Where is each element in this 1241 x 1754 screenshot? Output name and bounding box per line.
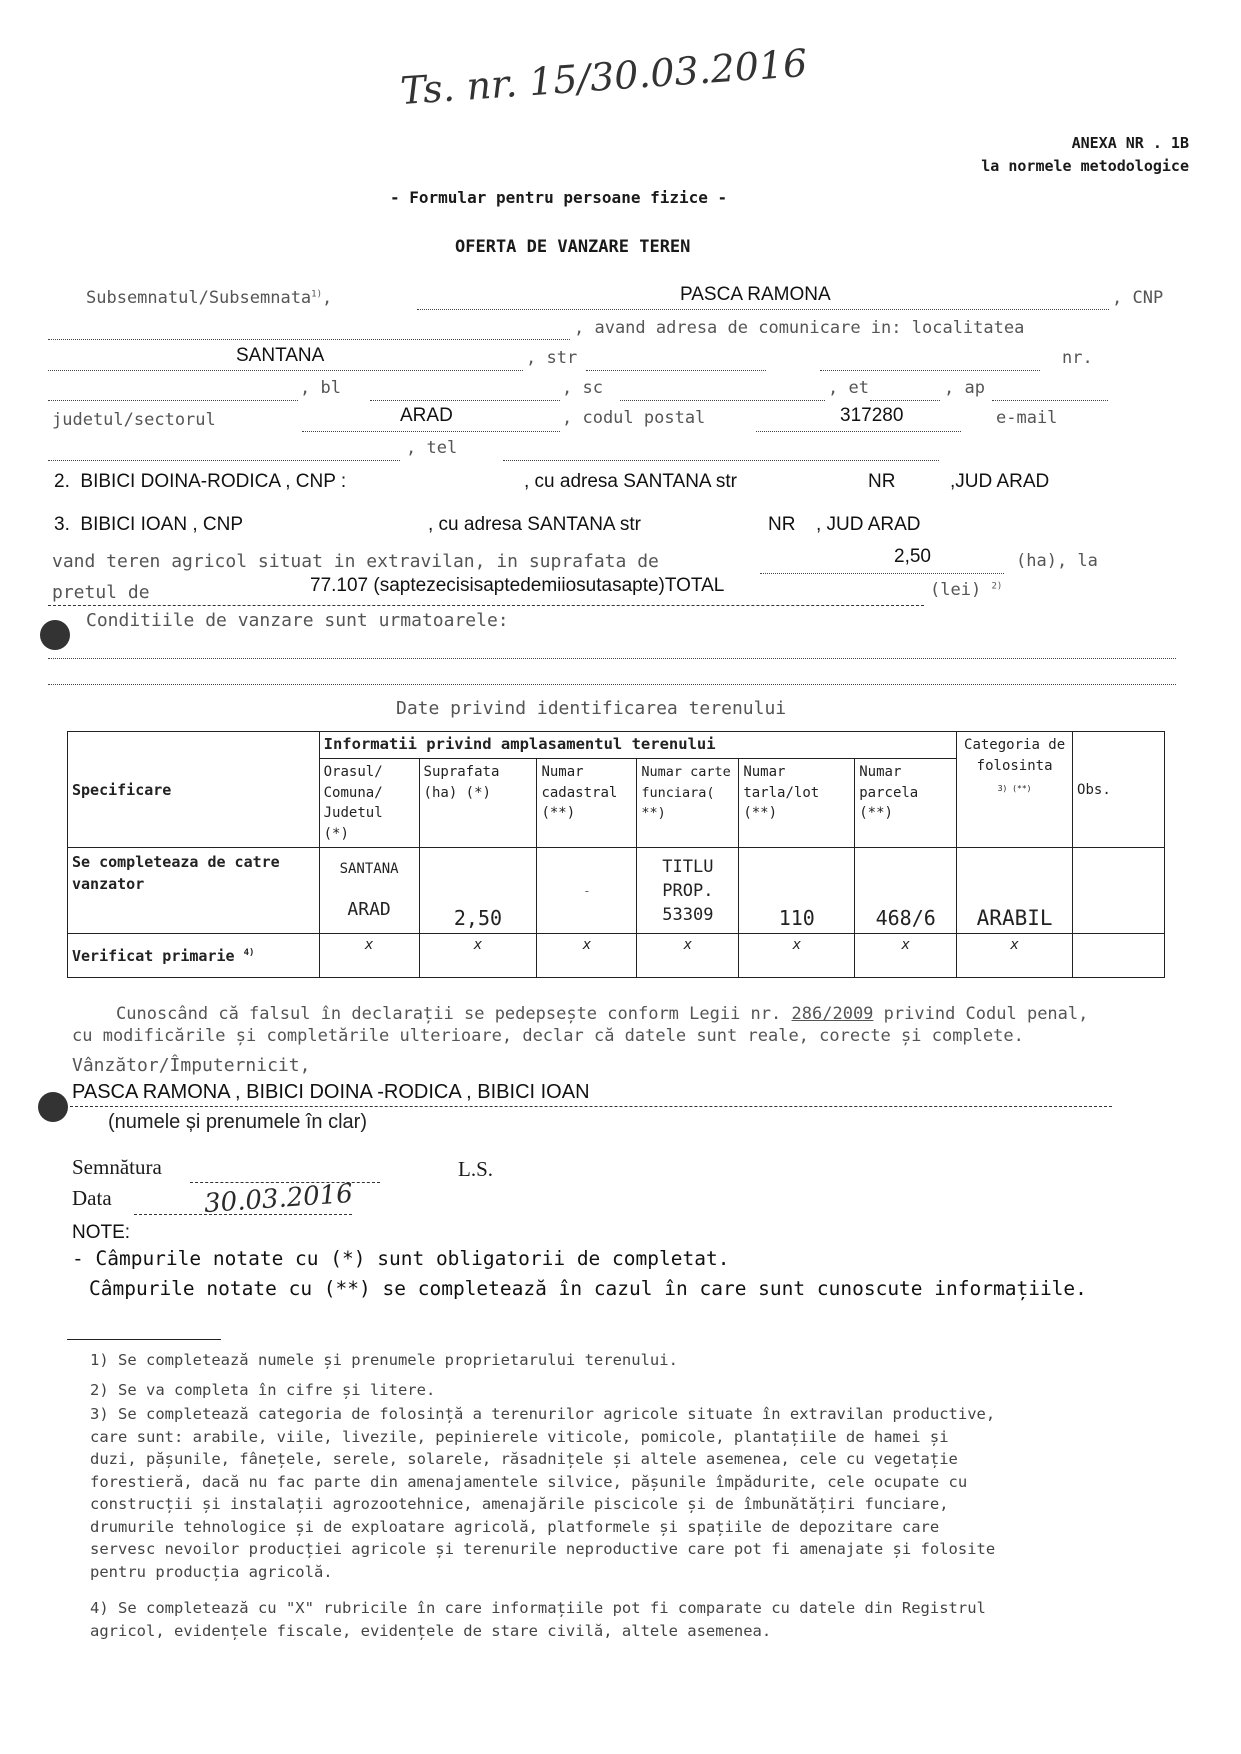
co-seller-2: 2. BIBICI DOINA-RODICA , CNP :	[54, 471, 347, 492]
bl-line	[370, 400, 560, 401]
form-title: OFERTA DE VANZARE TEREN	[455, 237, 691, 257]
land-identification-table	[67, 731, 1165, 978]
data-label: Data	[72, 1186, 112, 1210]
header-suprafata: Suprafata (ha) (*)	[419, 759, 537, 848]
signatory-label: Vânzător/Împuternicit,	[72, 1055, 311, 1076]
suprafata-value: 2,50	[894, 546, 931, 567]
notes-title: NOTE:	[72, 1222, 131, 1243]
check-categoria: x	[957, 934, 1073, 978]
check-oras: x	[319, 934, 419, 978]
footnote-separator	[67, 1339, 221, 1340]
sc-line	[620, 400, 825, 401]
declaration-line-1: Cunoscând că falsul în declarații se pedepsește conform Legii nr. 286/2009 privind Codul penal,	[116, 1004, 1089, 1024]
check-carte: x	[637, 934, 739, 978]
suprafata-line	[760, 573, 1004, 574]
co-seller-2-jud: ,JUD ARAD	[950, 471, 1050, 492]
cell-tarla: 110	[739, 848, 855, 934]
check-tarla: x	[739, 934, 855, 978]
localitate-line	[48, 370, 523, 371]
et-label: , et	[828, 378, 869, 398]
cell-parcela: 468/6	[855, 848, 957, 934]
cnp-label: , CNP	[1112, 288, 1164, 308]
str-line	[586, 370, 766, 371]
cell-obs	[1073, 848, 1165, 934]
subsemnatul-label: Subsemnatul/Subsemnata$^{1)}$,	[86, 288, 333, 308]
header-categoria: Categoria de folosinta 3) (**)	[957, 732, 1073, 848]
cell-categoria: ARABIL	[957, 848, 1073, 934]
punch-hole-2	[38, 1092, 68, 1122]
conditii-line-2	[48, 684, 1176, 685]
ha-label: (ha), la	[1016, 551, 1098, 571]
co-seller-3: 3. BIBICI IOAN , CNP	[54, 514, 244, 535]
handwritten-registration-number: Ts. nr. 15/30.03.2016	[398, 40, 809, 114]
bl-label: , bl	[300, 378, 341, 398]
email-line	[48, 460, 400, 461]
conditii-line-1	[48, 658, 1176, 659]
pret-line	[48, 605, 924, 606]
cell-oras: SANTANA ARAD	[319, 848, 419, 934]
conditii-label: Conditiile de vanzare sunt urmatoarele:	[86, 610, 509, 631]
check-parcela: x	[855, 934, 957, 978]
vand-label: vand teren agricol situat in extravilan, in suprafata de	[52, 551, 659, 572]
sc-label: , sc	[562, 378, 603, 398]
bl-line-before	[48, 400, 298, 401]
note-1: - Câmpurile notate cu (*) sunt obligatorii de completat.	[72, 1247, 730, 1270]
co-seller-3-jud: , JUD ARAD	[816, 514, 921, 535]
co-seller-3-nr: NR	[768, 514, 796, 535]
str-label: , str	[526, 348, 578, 368]
table-caption: Date privind identificarea terenului	[396, 698, 787, 719]
header-cadastral: Numar cadastral (**)	[537, 759, 637, 848]
header-parcela: Numar parcela (**)	[855, 759, 957, 848]
email-label: e-mail	[996, 408, 1058, 428]
annex-number: ANEXA NR . 1B	[1071, 134, 1189, 152]
note-2: Câmpurile notate cu (**) se completează în cazul în care sunt cunoscute informațiile.	[89, 1277, 1087, 1300]
pret-value: 77.107 (saptezecisisaptedemiiosutasapte)TOTAL	[310, 575, 725, 596]
footnote-4: 4) Se completează cu "X" rubricile în care informațiile pot fi comparate cu datele din Registrul agricol, evidențele fiscale, evidențele de stare civilă, altele asemenea.	[90, 1599, 986, 1640]
name-line	[417, 309, 1109, 310]
cod-postal-label: , codul postal	[562, 408, 706, 428]
ap-line	[992, 400, 1108, 401]
declaration-line-2: cu modificările și completările ulterioare, declar că datele sunt reale, corecte și complete.	[72, 1026, 1024, 1046]
signatory-hint: (numele și prenumele în clar)	[108, 1111, 367, 1133]
adresa-label: , avand adresa de comunicare in: localitatea	[574, 318, 1025, 338]
annex-subtitle: la normele metodologice	[981, 157, 1189, 175]
seller-name: PASCA RAMONA	[680, 284, 831, 305]
date-handwritten: 30.03.2016	[203, 1178, 354, 1220]
header-obs: Obs.	[1073, 732, 1165, 848]
cod-postal-line	[756, 431, 961, 432]
cell-carte-funciara: TITLU PROP. 53309	[637, 848, 739, 934]
cell-cadastral: -	[537, 848, 637, 934]
cod-postal-value: 317280	[840, 405, 904, 426]
localitate-value: SANTANA	[236, 345, 325, 366]
check-cadastral: x	[537, 934, 637, 978]
nr-label: nr.	[1062, 348, 1093, 368]
co-seller-2-nr: NR	[868, 471, 896, 492]
co-seller-3-address: , cu adresa SANTANA str	[428, 514, 641, 535]
signatory-names: PASCA RAMONA , BIBICI DOINA -RODICA , BIBICI IOAN	[72, 1081, 590, 1103]
co-seller-2-address: , cu adresa SANTANA str	[524, 471, 737, 492]
punch-hole-1	[40, 620, 70, 650]
header-carte-funciara: Numar carte funciara( **)	[637, 759, 739, 848]
et-line	[870, 400, 940, 401]
form-subtitle: - Formular pentru persoane fizice -	[390, 188, 728, 207]
check-suprafata: x	[419, 934, 537, 978]
judet-label: judetul/sectorul	[52, 410, 216, 430]
judet-value: ARAD	[400, 405, 453, 426]
footnote-2: 2) Se va completa în cifre și litere.	[90, 1381, 436, 1399]
check-obs	[1073, 934, 1165, 978]
header-info-amplasament: Informatii privind amplasamentul terenului	[319, 732, 957, 759]
semnatura-label: Semnătura	[72, 1155, 162, 1179]
row-primarie-label: Verificat primarie $^{4)}$	[68, 934, 320, 978]
str-line-2	[820, 370, 1040, 371]
ls-label: L.S.	[458, 1157, 494, 1181]
footnote-3: 3) Se completează categoria de folosință a terenurilor agricole situate în extravilan productive, care sunt: arabile, viile, livezile, pepinierele viticole, pomicole, plantațiile de hamei și duzi, pășunile, fânețele, serele, solarele, răsadnițele și altele asemenea, cele cu vegetație forestieră, dacă nu fac parte din amenajamentele silvice, pășunile împădurite, cele ocupate cu construcții și instalații agrozootehnice, amenajările piscicole și de îmbunătățiri funciare, drumurile tehnologice și de exploatare agricolă, platformele și spațiile de depozitare care servesc nevoilor producției agricole și terenurile neproductive care pot fi amenajate și folosite pentru producția agricolă.	[90, 1405, 996, 1581]
header-oras: Orasul/ Comuna/ Judetul (*)	[319, 759, 419, 848]
cnp-line	[48, 339, 570, 340]
ap-label: , ap	[944, 378, 985, 398]
header-tarla: Numar tarla/lot (**)	[739, 759, 855, 848]
pretul-label: pretul de	[52, 582, 150, 603]
lei-label: (lei) $^{2)}$	[930, 580, 1003, 600]
judet-line	[302, 431, 560, 432]
signatory-line	[70, 1106, 1112, 1107]
header-specificare: Specificare	[68, 732, 320, 848]
row-vanzator-label: Se completeaza de catre vanzator	[68, 848, 320, 934]
cell-suprafata: 2,50	[419, 848, 537, 934]
tel-line	[503, 460, 939, 461]
tel-label: , tel	[406, 438, 458, 458]
footnote-1: 1) Se completează numele și prenumele proprietarului terenului.	[90, 1351, 678, 1369]
